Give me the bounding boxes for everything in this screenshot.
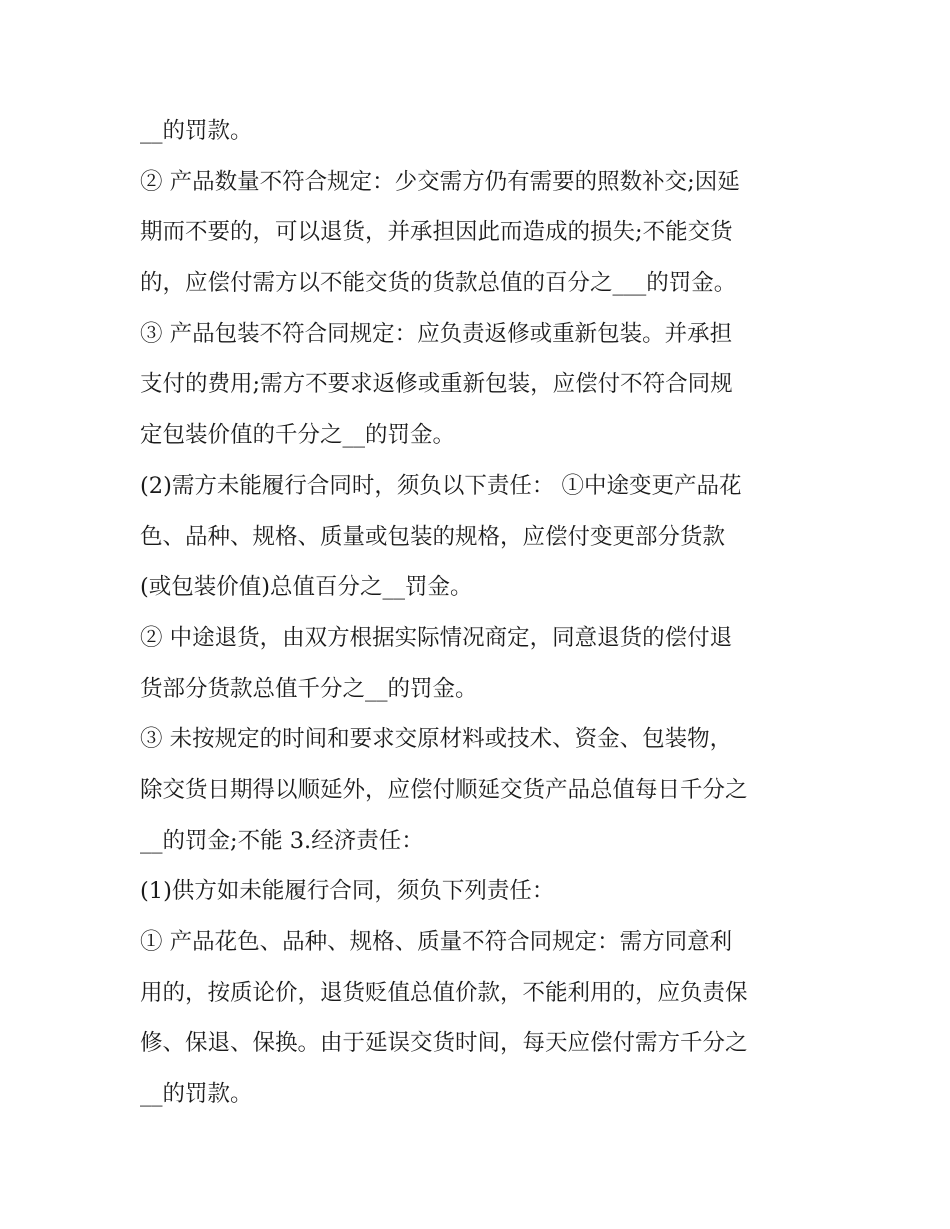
text-line: (1)供方如未能履行合同，须负下列责任： <box>140 878 555 905</box>
text-line: 支付的费用;需方不要求返修或重新包装，应偿付不符合同规 <box>140 371 733 398</box>
text-line: __的罚款。 <box>140 1081 253 1108</box>
text-line: __的罚款。 <box>140 118 253 144</box>
text-line: 定包装价值的千分之__的罚金。 <box>140 422 456 449</box>
text-line: 修、保退、保换。由于延误交货时间，每天应偿付需方千分之 <box>140 1030 748 1057</box>
text-line: 期而不要的，可以退货，并承担因此而造成的损失;不能交货 <box>140 219 733 246</box>
text-line: __的罚金;不能 3.经济责任： <box>140 827 424 854</box>
text-line: (或包装价值)总值百分之__罚金。 <box>140 574 473 601</box>
text-line: 货部分货款总值千分之__的罚金。 <box>140 675 478 702</box>
text-line: ③ 未按规定的时间和要求交原材料或技术、资金、包装物， <box>140 726 733 753</box>
text-line: ③ 产品包装不符合同规定：应负责返修或重新包装。并承担 <box>140 320 733 347</box>
text-line: ② 中途退货，由双方根据实际情况商定，同意退货的偿付退 <box>140 624 733 651</box>
text-line: 除交货日期得以顺延外，应偿付顺延交货产品总值每日千分之 <box>140 776 748 803</box>
text-line: ① 产品花色、品种、规格、质量不符合同规定：需方同意利 <box>140 929 733 955</box>
text-line: 用的，按质论价，退货贬值总值价款，不能利用的，应负责保 <box>140 979 748 1006</box>
text-line: 色、品种、规格、质量或包装的规格，应偿付变更部分货款 <box>140 523 726 550</box>
document-body <box>140 106 820 1120</box>
text-line: ② 产品数量不符合规定：少交需方仍有需要的照数补交;因延 <box>140 168 740 195</box>
text-line: (2)需方未能履行合同时，须负以下责任： ①中途变更产品花 <box>140 472 742 499</box>
text-line: 的，应偿付需方以不能交货的货款总值的百分之___的罚金。 <box>140 270 737 297</box>
